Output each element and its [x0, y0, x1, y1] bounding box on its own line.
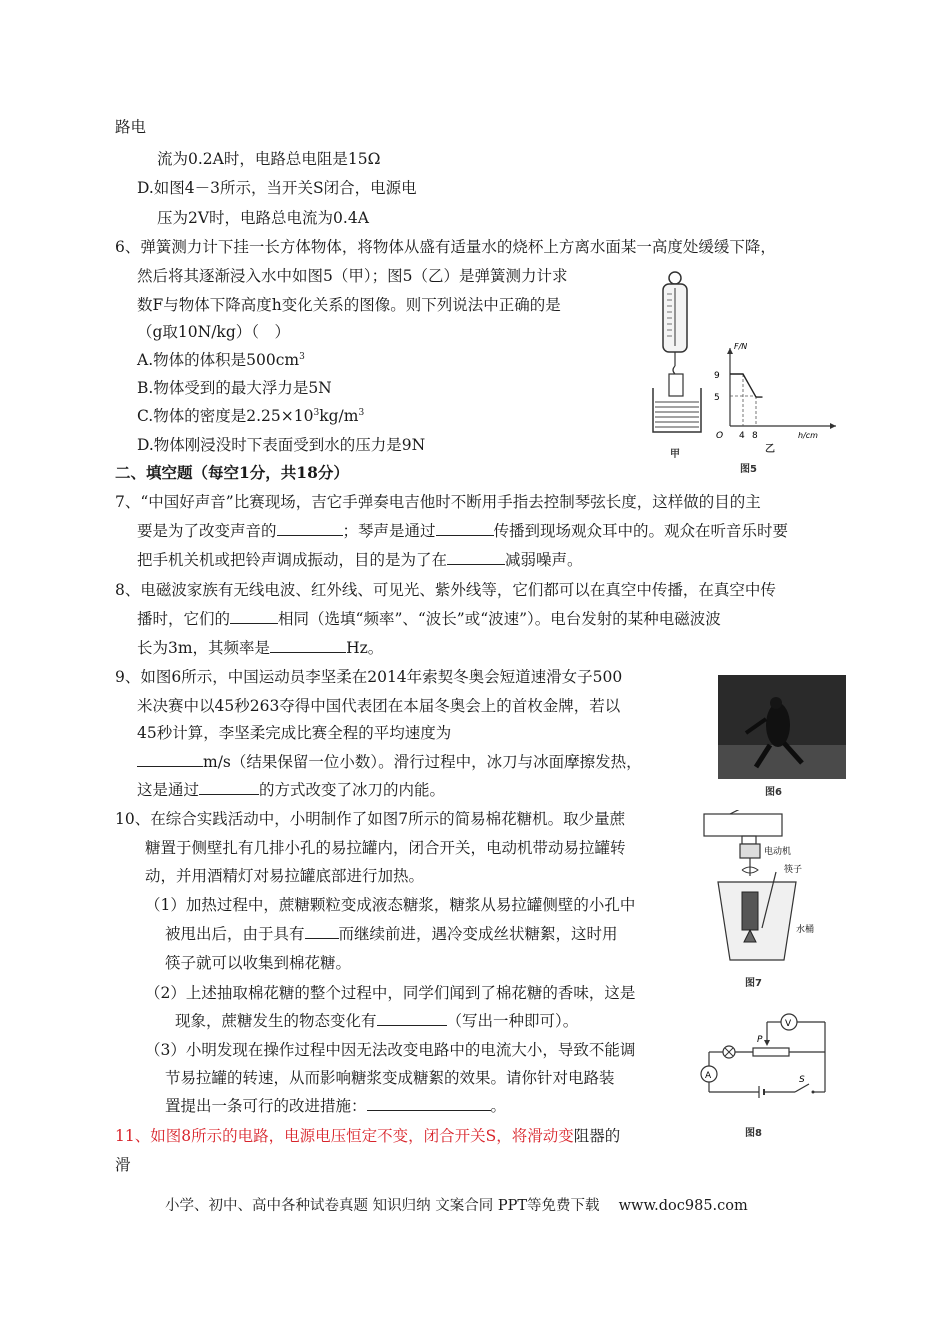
figure-8-circuit: [695, 1008, 835, 1108]
figure-5-apparatus: [645, 270, 715, 450]
series-line: [730, 374, 763, 397]
switch-label: S: [799, 1075, 805, 1085]
text-line: 现象，蔗糖发生的物态变化有 （写出一种即可）。: [175, 1012, 579, 1030]
figure-7-caption: 图7: [745, 978, 762, 989]
answer-blank[interactable]: [377, 1011, 447, 1026]
chopsticks-label: 筷子: [784, 865, 803, 875]
option-d: D.如图4－3所示，当开关S闭合，电源电: [137, 179, 417, 197]
text-line: m/s（结果保留一位小数）。滑行过程中，冰刀与冰面摩擦发热，: [137, 752, 642, 772]
option-d: D.物体刚浸没时下表面受到水的压力是9N: [137, 436, 426, 454]
option-a: A.物体的体积是$500cm^3$: [137, 351, 305, 369]
x-tick-label: 4: [739, 431, 745, 440]
y-tick-label: 5: [714, 393, 720, 403]
text-line: 被甩出后，由于具有 而继续前进，遇冷变成丝状糖絮，这时用: [165, 925, 618, 943]
text-line: （g取10N/kg）（ ）: [137, 323, 290, 341]
text-line: 米决赛中以45秒263夺得中国代表团在本届冬奥会上的首枚金牌，若以: [137, 697, 621, 715]
text-line: 节易拉罐的转速，从而影响糖浆变成糖絮的效果。请你针对电路装: [165, 1069, 615, 1087]
question-9: 9、如图6所示，中国运动员李坚柔在2014年索契冬奥会短道速滑女子500: [115, 668, 623, 686]
question-7: 7、“中国好声音”比赛现场，吉它手弹奏电吉他时不断用手指去控制琴弦长度，这样做的目的主: [115, 493, 761, 511]
text-line: 动，并用酒精灯对易拉罐底部进行加热。: [145, 867, 425, 885]
y-tick-label: 9: [714, 371, 720, 381]
voltmeter-label: V: [785, 1019, 792, 1029]
x-tick-label: 8: [752, 431, 758, 440]
text-line: 筷子就可以收集到棉花糖。: [165, 954, 352, 972]
question-6: 6、弹簧测力计下挂一长方体物体，将物体从盛有适量水的烧杯上方离水面某一高度处缓缓下降，: [115, 238, 776, 256]
text-line: 播时，它们的 相同（选填“频率”、“波长”或“波速”）。电台发射的某种电磁波波: [137, 610, 721, 628]
answer-blank[interactable]: [305, 924, 339, 939]
answer-blank[interactable]: [199, 780, 259, 795]
option-b: B.物体受到的最大浮力是5N: [137, 379, 332, 397]
figure-5-jia-label: 甲: [670, 449, 680, 460]
figure-8-caption: 图8: [745, 1128, 762, 1139]
section-heading: 二、填空题（每空1分，共18分）: [115, 463, 349, 482]
question-8: 8、电磁波家族有无线电波、红外线、可见光、紫外线等，它们都可以在真空中传播，在真空中传: [115, 581, 776, 599]
answer-blank[interactable]: [436, 521, 494, 536]
footer-text: 小学、初中、高中各种试卷真题 知识归纳 文案合同 PPT等免费下载 www.doc985.com: [165, 1198, 748, 1214]
figure-5-caption: 图5: [740, 464, 757, 475]
text-line: 要是为了改变声音的 ；琴声是通过 传播到现场观众耳中的。观众在听音乐时要: [137, 522, 789, 540]
x-axis-label: h/cm: [798, 431, 818, 440]
slider-label: P: [757, 1035, 763, 1045]
text-line: 数F与物体下降高度h变化关系的图像。则下列说法中正确的是: [137, 296, 561, 314]
sub-question-2: （2）上述抽取棉花糖的整个过程中，同学们闻到了棉花糖的香味，这是: [145, 984, 636, 1002]
origin-label: O: [716, 431, 724, 440]
answer-blank[interactable]: [230, 609, 278, 624]
figure-6-caption: 图6: [765, 787, 782, 798]
answer-blank[interactable]: [447, 550, 505, 565]
figure-7-machine: [700, 810, 830, 970]
text-line: 流为0.2A时，电路总电阻是15Ω: [157, 150, 381, 168]
text-line: 压为2V时，电路总电流为0.4A: [157, 209, 369, 227]
text-line: 长为3m，其频率是 Hz。: [137, 639, 384, 657]
answer-blank[interactable]: [367, 1096, 491, 1111]
question-10: 10、在综合实践活动中，小明制作了如图7所示的简易棉花糖机。取少量蔗: [115, 810, 626, 828]
bucket-label: 水桶: [796, 925, 815, 935]
text-line: 滑: [115, 1156, 131, 1174]
figure-5-yi-label: 乙: [765, 444, 775, 455]
sub-question-1: （1）加热过程中，蔗糖颗粒变成液态糖浆，糖浆从易拉罐侧壁的小孔中: [145, 896, 636, 914]
y-axis-label: F/N: [734, 342, 748, 351]
text-line: 置提出一条可行的改进措施： 。: [165, 1097, 507, 1115]
text-line: 把手机关机或把铃声调成振动，目的是为了在 减弱噪声。: [137, 551, 583, 569]
figure-6-photo: [718, 675, 846, 779]
answer-blank[interactable]: [137, 752, 203, 767]
ammeter-label: A: [705, 1071, 712, 1081]
motor-label: 电动机: [764, 847, 792, 857]
answer-blank[interactable]: [270, 638, 346, 653]
text-line: 这是通过 的方式改变了冰刀的内能。: [137, 781, 446, 799]
text-line: 路电: [115, 118, 147, 136]
option-c: C.物体的密度是$2.25\times 10^3kg/m^3$: [137, 407, 365, 425]
text-line: 45秒计算，李坚柔完成比赛全程的平均速度为: [137, 724, 452, 742]
question-11: 11、如图8所示的电路，电源电压恒定不变，闭合开关S，将滑动变阻器的: [115, 1127, 621, 1145]
sub-question-3: （3）小明发现在操作过程中因无法改变电路中的电流大小，导致不能调: [145, 1041, 636, 1059]
text-line: 然后将其逐渐浸入水中如图5（甲）；图5（乙）是弹簧测力计求: [137, 267, 568, 285]
text-line: 糖置于侧壁扎有几排小孔的易拉罐内，闭合开关，电动机带动易拉罐转: [145, 839, 626, 857]
figure-5-graph: [712, 340, 842, 440]
answer-blank[interactable]: [277, 521, 343, 536]
